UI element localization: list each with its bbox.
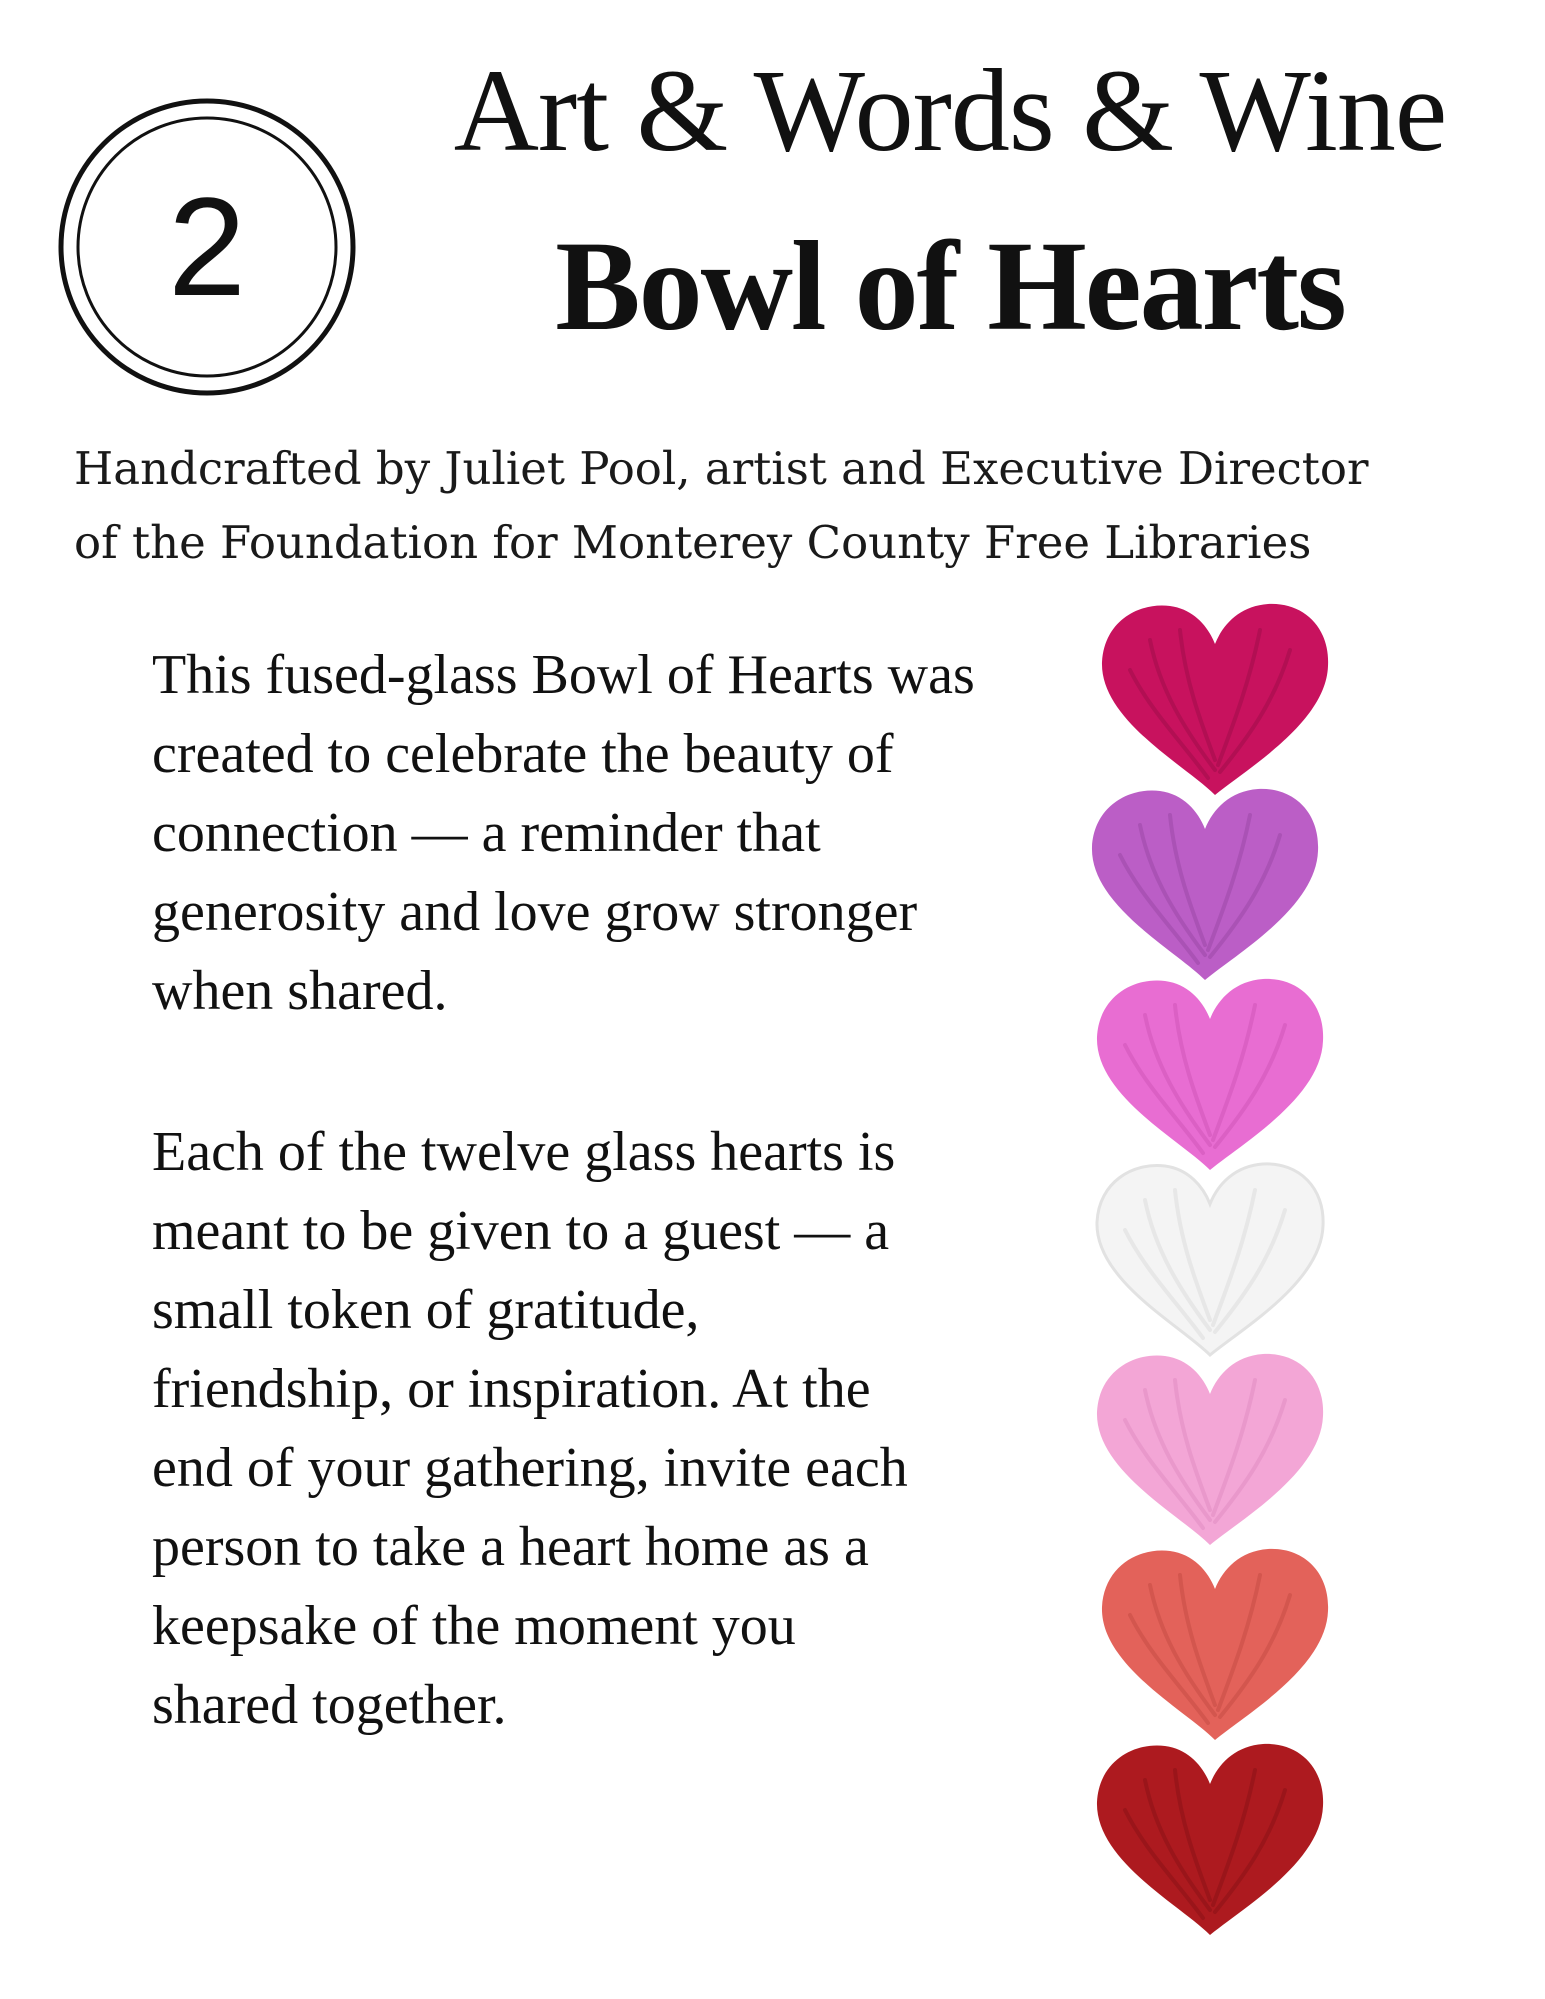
- heart-icon: [1085, 975, 1335, 1175]
- pink-heart: [1085, 975, 1335, 1175]
- paragraph-2: [152, 1113, 1082, 1745]
- paragraph-line: small token of gratitude,: [152, 1279, 700, 1341]
- badge-number: 2: [168, 168, 246, 325]
- heart-icon: [1085, 1350, 1335, 1550]
- heart-icon: [1085, 1740, 1335, 1940]
- heart-icon: [1090, 1545, 1340, 1745]
- title-line-1: Art & Words & Wine: [453, 45, 1447, 176]
- heart-icon: [1085, 1160, 1335, 1360]
- paragraph-line: Each of the twelve glass hearts is: [152, 1121, 896, 1183]
- title-line-2: Bowl of Hearts: [555, 215, 1345, 357]
- orchid-heart: [1080, 785, 1330, 985]
- heart-icon: [1080, 785, 1330, 985]
- credit-text: [74, 432, 1494, 580]
- magenta-heart: [1090, 600, 1340, 800]
- paragraph-line: This fused-glass Bowl of Hearts was: [152, 644, 975, 706]
- badge-circle-icon: [52, 92, 362, 402]
- number-badge: [52, 92, 362, 402]
- paragraph-line: person to take a heart home as a: [152, 1516, 869, 1578]
- crimson-heart: [1085, 1740, 1335, 1940]
- paragraph-line: end of your gathering, invite each: [152, 1437, 908, 1499]
- credit-line: Handcrafted by Juliet Pool, artist and Executive Director: [74, 442, 1369, 495]
- paragraph-line: keepsake of the moment you: [152, 1595, 796, 1657]
- paragraph-line: shared together.: [152, 1674, 507, 1736]
- heart-icon: [1090, 600, 1340, 800]
- credit-line: of the Foundation for Monterey County Free Libraries: [74, 516, 1312, 569]
- light-pink-heart: [1085, 1350, 1335, 1550]
- white-heart: [1085, 1160, 1335, 1360]
- paragraph-line: created to celebrate the beauty of: [152, 723, 894, 785]
- paragraph-line: connection — a reminder that: [152, 802, 821, 864]
- paragraph-line: meant to be given to a guest — a: [152, 1200, 890, 1262]
- paragraph-line: generosity and love grow stronger: [152, 881, 918, 943]
- paragraph-line: when shared.: [152, 960, 448, 1022]
- hearts-column: [1085, 600, 1355, 1980]
- paragraph-1: [152, 636, 1082, 1031]
- paragraph-line: friendship, or inspiration. At the: [152, 1358, 871, 1420]
- coral-heart: [1090, 1545, 1340, 1745]
